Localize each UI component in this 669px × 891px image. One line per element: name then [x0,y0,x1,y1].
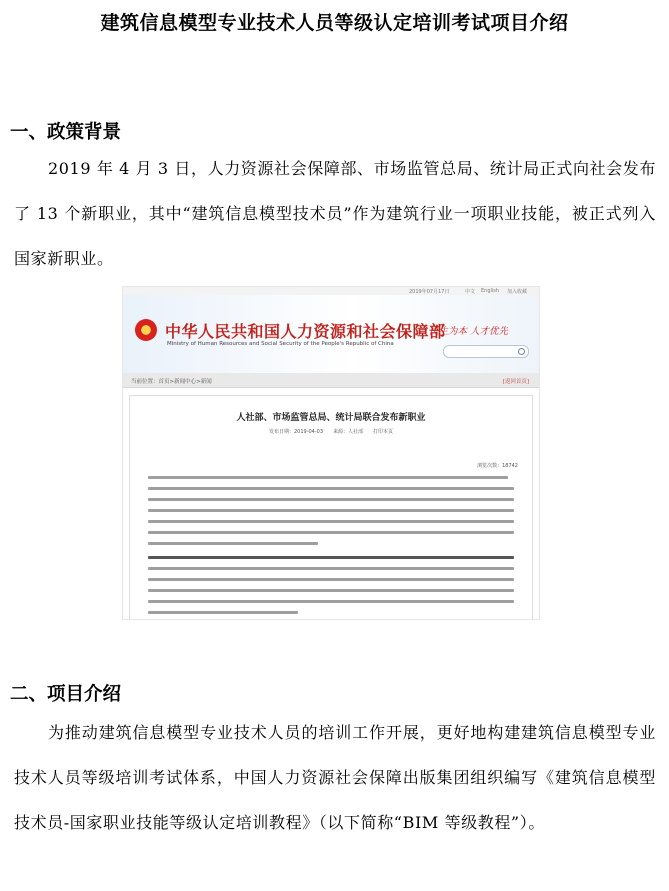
screenshot-breadcrumb: 当前位置：首页>新闻中心>新闻 [131,379,212,385]
embedded-website-screenshot [122,286,540,620]
section-heading-policy: 一、政策背景 [10,122,122,143]
screenshot-article-title: 人社部、市场监管总局、统计局联合发布新职业 [236,413,426,423]
topbar-link-fav: 加入收藏 [507,289,528,295]
screenshot-topbar [123,287,539,295]
ministry-slogan: 民生为本 人才优先 [429,326,509,337]
screenshot-search-box [443,345,529,358]
screenshot-breadcrumb-bar [123,373,539,388]
topbar-link-en: English [481,288,500,294]
section-paragraph-policy: 2019 年 4 月 3 日，人力资源社会保障部、市场监管总局、统计局正式向社会发布了 13 个新职业，其中“建筑信息模型技术员”作为建筑行业一项职业技能，被正式列入国家新职业。 [14,159,656,268]
ministry-name-en: Ministry of Human Resources and Social Security of the People's Republic of China [167,341,394,347]
search-icon [518,348,525,355]
screenshot-back-link: [返回首页] [502,379,529,385]
ministry-name-zh: 中华人民共和国人力资源和社会保障部 [165,322,446,341]
national-emblem-icon [135,319,157,341]
topbar-link-zh: 中文 [465,289,476,295]
section-paragraph-project: 为推动建筑信息模型专业技术人员的培训工作开展，更好地构建建筑信息模型专业技术人员等级培训考试体系，中国人力资源社会保障出版集团组织编写《建筑信息模型技术员-国家职业技能等级认定培训教程》（以下简称“BIM 等级教程”）。 [14,723,656,832]
screenshot-article [129,395,533,620]
section-heading-project: 二、项目介绍 [10,684,122,705]
screenshot-article-views: 浏览次数：18742 [477,463,518,469]
screenshot-article-meta: 发布日期：2019-04-03 来源：人社部 打印本页 [268,429,394,435]
screenshot-header [123,295,539,373]
document-title: 建筑信息模型专业技术人员等级认定培训考试项目介绍 [100,12,569,34]
topbar-date: 2019年07月17日 [409,289,450,295]
